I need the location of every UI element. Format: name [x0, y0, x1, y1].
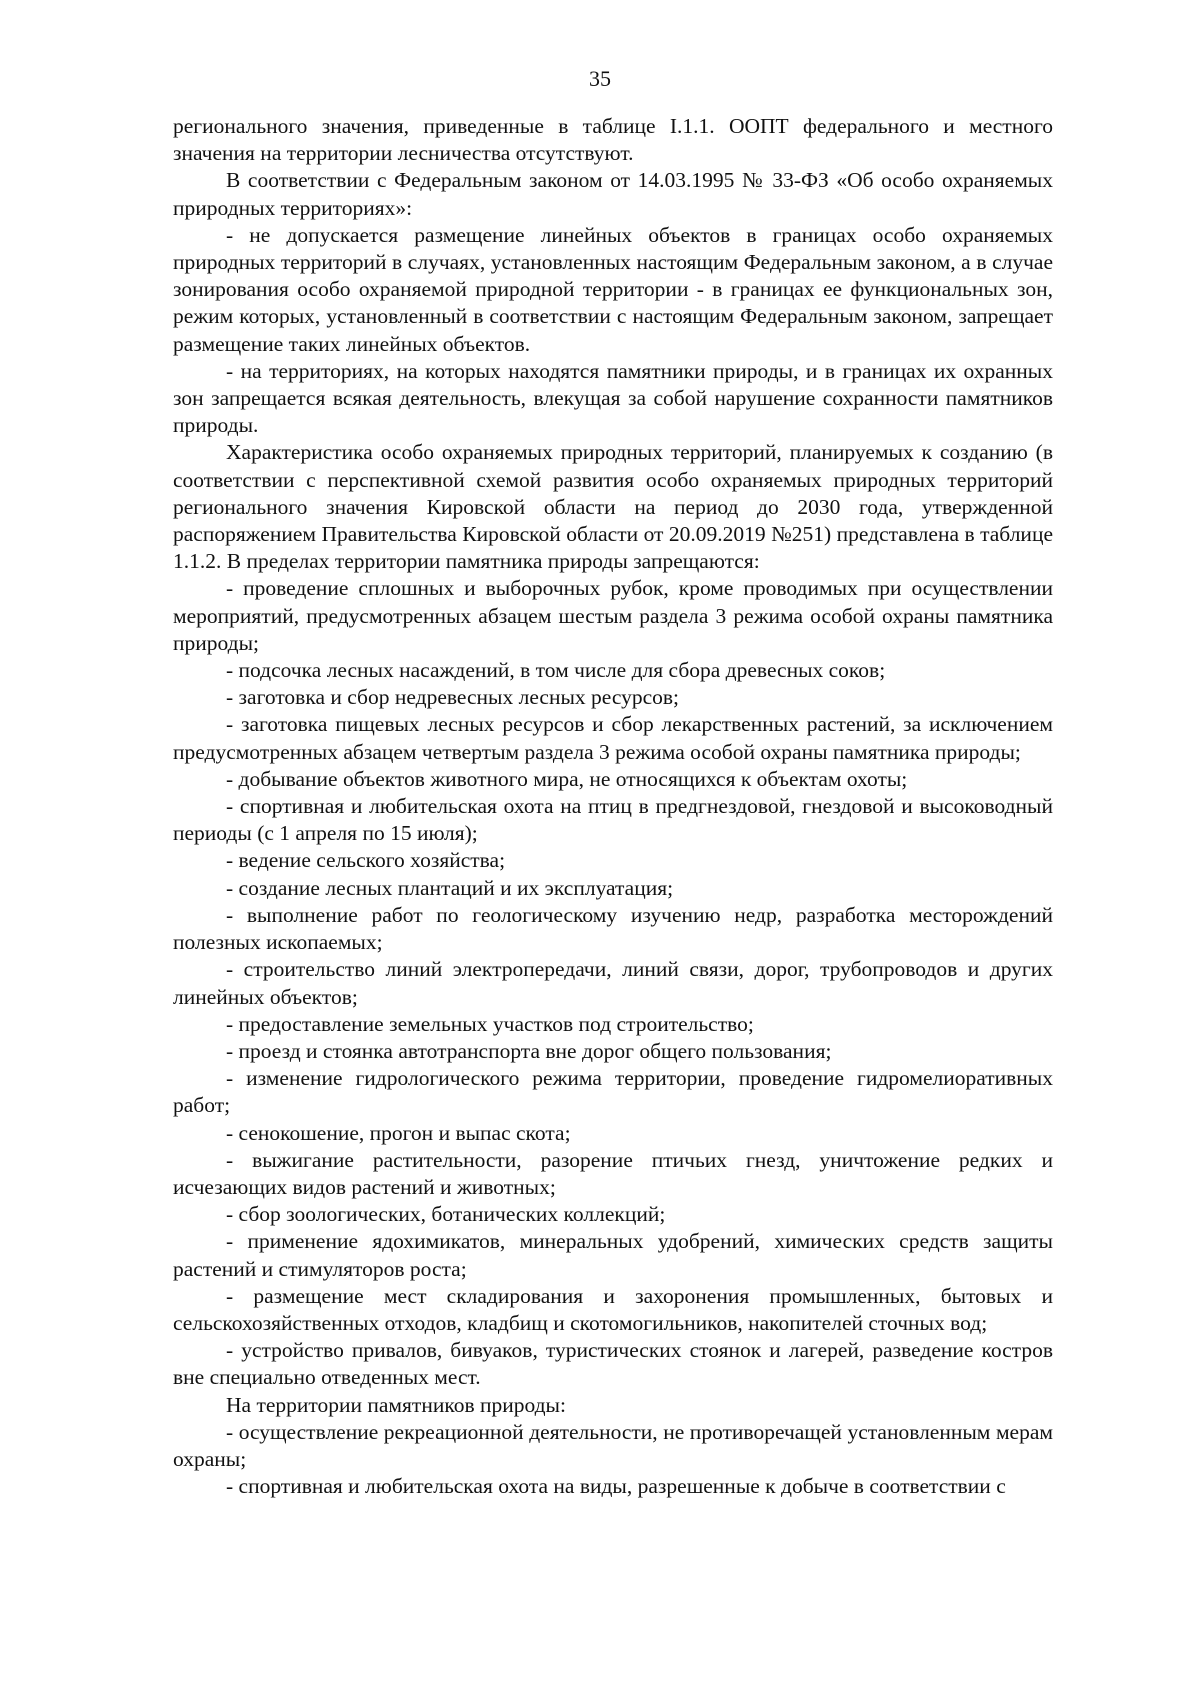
list-item-prohibition: - ведение сельского хозяйства;	[226, 848, 506, 873]
list-item-prohibition: - проведение сплошных и выборочных рубок, кроме проводимых при осуществлении мероприятий, предусмотренных абзацем шестым раздела 3 режима особой охраны памятника природы;	[173, 576, 1053, 655]
list-item-prohibition: - предоставление земельных участков под строительство;	[226, 1011, 754, 1036]
list-item-prohibition: - подсочка лесных насаждений, в том числе для сбора древесных соков;	[226, 658, 886, 683]
list-item-prohibition: - применение ядохимикатов, минеральных удобрений, химических средств защиты растений и стимуляторов роста;	[173, 1229, 1053, 1281]
list-item-prohibition: - сбор зоологических, ботанических коллекций;	[226, 1202, 666, 1227]
list-item-prohibition: - заготовка и сбор недревесных лесных ресурсов;	[226, 685, 680, 710]
list-item-prohibition: - изменение гидрологического режима территории, проведение гидромелиоративных работ;	[173, 1066, 1053, 1118]
list-item-prohibition: - спортивная и любительская охота на птиц в предгнездовой, гнездовой и высоководный периоды (с 1 апреля по 15 июля);	[173, 794, 1053, 846]
paragraph-planned-territories: Характеристика особо охраняемых природных территорий, планируемых к созданию (в соответствии с перспективной схемой развития особо охраняемых природных территорий регионального значения Кировской области на период до 2030 года, утвержденной распоряжением Правительства Кировской области от 20.09.2019 №251) представлена в таблице 1.1.2. В пределах территории памятника природы запрещаются:	[173, 440, 1053, 574]
page-number: 35	[589, 66, 611, 91]
list-item-linear-objects: - не допускается размещение линейных объектов в границах особо охраняемых природных территорий в случаях, установленных настоящим Федеральным законом, а в случае зонирования особо охраняемой природной территории - в границах ее функциональных зон, режим которых, установленный в соответствии с настоящим Федеральным законом, запрещает размещение таких линейных объектов.	[173, 222, 1053, 356]
list-item-prohibition: - строительство линий электропередачи, линий связи, дорог, трубопроводов и других линейных объектов;	[173, 957, 1053, 1009]
list-item-permitted: - спортивная и любительская охота на виды, разрешенные к добыче в соответствии с	[226, 1474, 1006, 1499]
list-item-prohibition: - заготовка пищевых лесных ресурсов и сбор лекарственных растений, за исключением предусмотренных абзацем четвертым раздела 3 режима особой охраны памятника природы;	[173, 712, 1053, 764]
list-item-prohibition: - добывание объектов животного мира, не относящихся к объектам охоты;	[226, 766, 908, 791]
list-item-prohibition: - устройство привалов, бивуаков, туристических стоянок и лагерей, разведение костров вне специально отведенных мест.	[173, 1338, 1053, 1390]
list-item-prohibition: - выполнение работ по геологическому изучению недр, разработка месторождений полезных ископаемых;	[173, 902, 1053, 955]
document-body	[173, 113, 1053, 1500]
paragraph-continuation: регионального значения, приведенные в таблице I.1.1. ООПТ федерального и местного значения на территории лесничества отсутствуют.	[173, 114, 1053, 166]
list-item-prohibition: - создание лесных плантаций и их эксплуатация;	[226, 875, 674, 900]
list-item-prohibition: - сенокошение, прогон и выпас скота;	[226, 1120, 571, 1145]
paragraph-federal-law: В соответствии с Федеральным законом от 14.03.1995 № 33-ФЗ «Об особо охраняемых природных территориях»:	[173, 168, 1053, 220]
list-item-permitted: - осуществление рекреационной деятельности, не противоречащей установленным мерам охраны;	[173, 1419, 1053, 1471]
list-item-nature-monuments: - на территориях, на которых находятся памятники природы, и в границах их охранных зон запрещается всякая деятельность, влекущая за собой нарушение сохранности памятников природы.	[173, 358, 1053, 438]
paragraph-monument-territory: На территории памятников природы:	[226, 1392, 566, 1417]
list-item-prohibition: - проезд и стоянка автотранспорта вне дорог общего пользования;	[226, 1038, 832, 1063]
list-item-prohibition: - выжигание растительности, разорение птичьих гнезд, уничтожение редких и исчезающих видов растений и животных;	[173, 1147, 1053, 1199]
list-item-prohibition: - размещение мест складирования и захоронения промышленных, бытовых и сельскохозяйственных отходов, кладбищ и скотомогильников, накопителей сточных вод;	[173, 1283, 1053, 1335]
